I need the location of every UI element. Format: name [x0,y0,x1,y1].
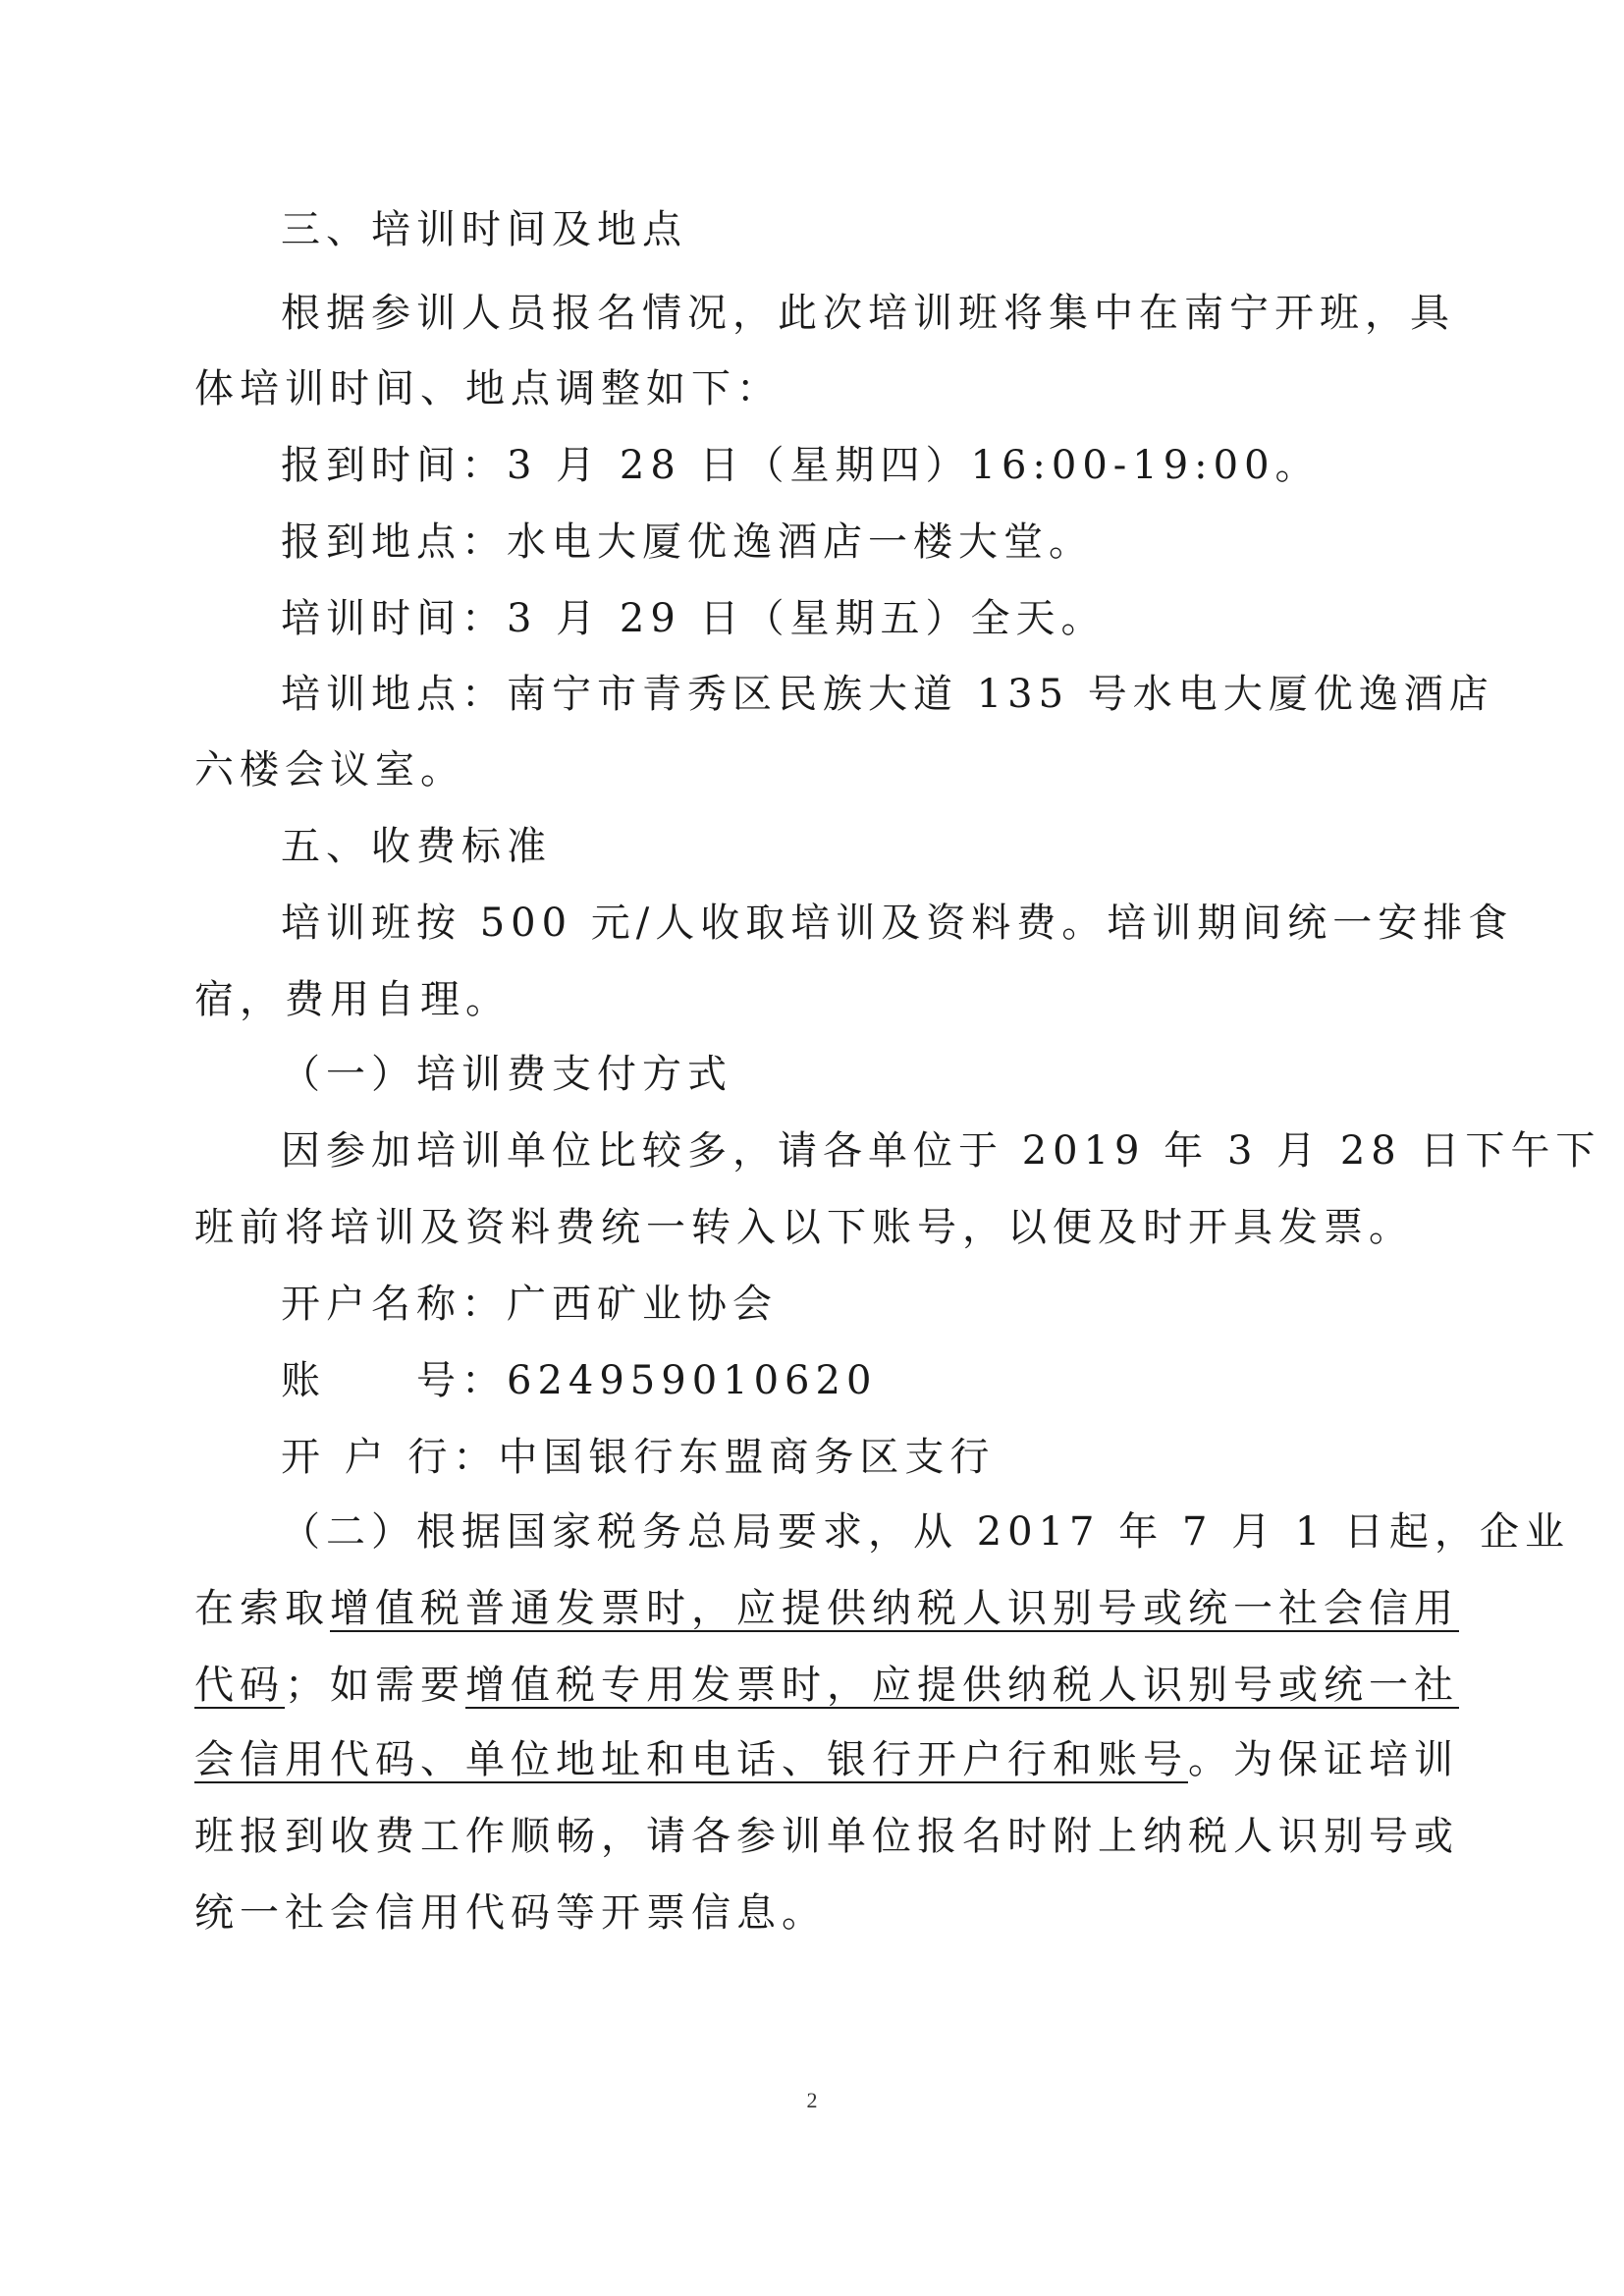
report-place-line: 报到地点：水电大厦优逸酒店一楼大堂。 [281,519,1094,565]
paragraph-line: 根据参训人员报名情况，此次培训班将集中在南宁开班，具 [281,291,1455,336]
paragraph-line: 六楼会议室。 [194,747,465,793]
training-place-line: 培训地点：南宁市青秀区民族大道 135 号水电大厦优逸酒店 [281,672,1494,717]
account-number-label: 账 号： [281,1358,507,1403]
subsection-heading-one: （一）培训费支付方式 [281,1052,732,1097]
underlined-text: 会信用代码、单位地址和电话、银行开户行和账号 [194,1737,1188,1782]
tax-text: ；如需要 [285,1663,465,1708]
paragraph-line: 班前将培训及资料费统一转入以下账号，以便及时开具发票。 [194,1205,1414,1250]
tax-line [194,1585,1459,1632]
page-number: 2 [806,2088,818,2112]
account-number-value: 624959010620 [507,1358,878,1403]
payment-line: 因参加培训单位比较多，请各单位于 2019 年 3 月 28 日下午下 [281,1128,1601,1174]
tax-line [194,1736,1459,1783]
tax-line: 班报到收费工作顺畅，请各参训单位报名时附上纳税人识别号或 [194,1814,1459,1859]
tax-text: 在索取 [194,1586,330,1631]
account-number-line [281,1357,1436,1404]
fee-line: 培训班按 500 元/人收取培训及资料费。培训期间统一安排食 [281,901,1514,946]
account-name-line: 开户名称：广西矿业协会 [281,1282,778,1327]
tax-line [194,1662,1459,1709]
underlined-text: 增值税专用发票时，应提供纳税人识别号或统一社 [465,1663,1459,1708]
section-heading-five: 五、收费标准 [281,824,552,869]
underlined-text: 增值税普通发票时，应提供纳税人识别号或统一社会信用 [330,1586,1459,1631]
paragraph-line: 体培训时间、地点调整如下： [194,366,782,411]
tax-line: 统一社会信用代码等开票信息。 [194,1890,827,1936]
tax-text: 。为保证培训 [1188,1737,1459,1782]
training-time-line: 培训时间：3 月 29 日（星期五）全天。 [281,596,1107,641]
account-bank-line: 开 户 行：中国银行东盟商务区支行 [281,1435,996,1480]
report-time-line: 报到时间：3 月 28 日（星期四）16:00-19:00。 [281,443,1321,488]
underlined-text: 代码 [194,1663,285,1708]
paragraph-line: 宿，费用自理。 [194,977,511,1022]
section-heading-three: 三、培训时间及地点 [281,207,687,252]
tax-line: （二）根据国家税务总局要求，从 2017 年 7 月 1 日起，企业 [281,1509,1570,1555]
